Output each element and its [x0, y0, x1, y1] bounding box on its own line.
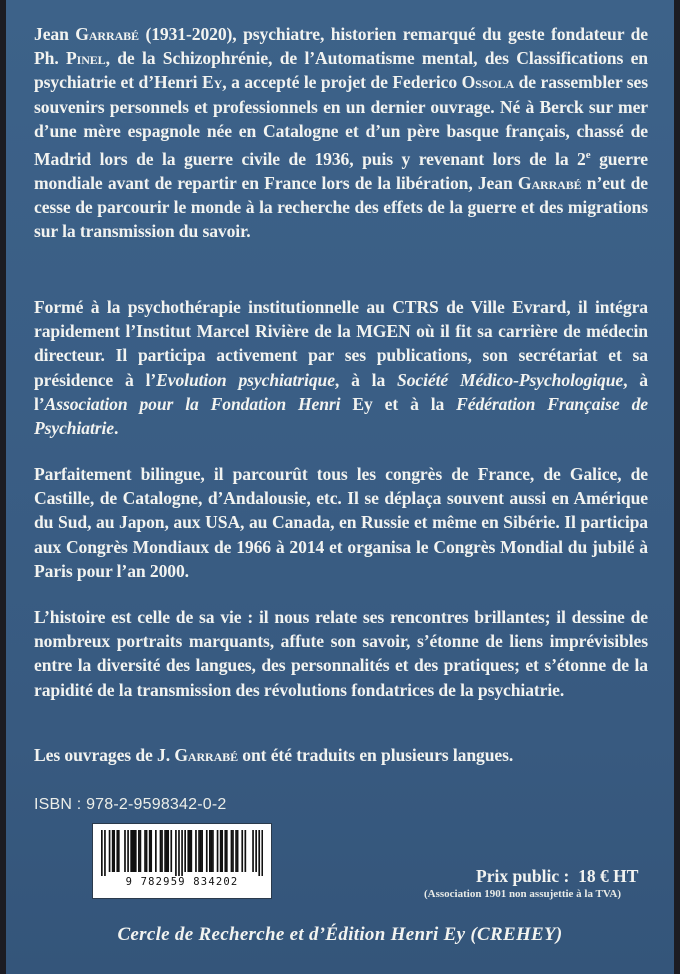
barcode-bar [221, 830, 223, 872]
barcode-bar [211, 830, 213, 872]
barcode-bar [138, 830, 140, 872]
barcode-bar [181, 830, 183, 876]
barcode-bar [190, 830, 192, 872]
barcode-digits: 9 782959 834202 [125, 876, 239, 888]
barcode-bar [101, 830, 103, 876]
isbn-label: ISBN : 978-2-9598342-0-2 [34, 796, 227, 813]
biography-paragraph: Jean Garrabé (1931-2020), psychiatre, historien remarqué du geste fondateur de Ph. Pinel, de la Schizophrénie, de l’Automatisme mental, des Classifications en psychiatrie et d’Henri Ey, a accepté le projet de Federico Ossola de rassembler ses souvenirs personnels et professionnels en un dernier ouvrage. Né à Berck sur mer d’une mère espagnole née en Catalogne et d’un père basque français, chassé de Madrid lors de la guerre civile de 1936, puis y revenant lors de la 2e guerre mondiale avant de repartir en France lors de la libération, Jean Garrabé n’eut de cesse de parcourir le monde à la recherche des effets de la guerre et des migrations sur la transmission du savoir. [34, 24, 649, 242]
barcode-bar [127, 830, 129, 872]
barcode-bars [101, 830, 263, 876]
price [476, 866, 638, 887]
barcode-bar [261, 830, 263, 876]
barcode-bar [112, 830, 114, 872]
barcode-bar [217, 830, 219, 872]
travels-paragraph: Parfaitement bilingue, il parcourût tous les congrès de France, de Galice, de Castille, de Catalogne, d’Andalousie, etc. Il se déplaça souvent aussi en Amérique du Sud, au Japon, aux USA, au Canada, en Russie et même en Sibérie. Il participa aux Congrès Mondiaux de 1966 à 2014 et organisa le Congrès Mondial du jubilé à Paris pour l’an 2000. [34, 464, 648, 581]
barcode-bar [118, 830, 120, 872]
barcode-bar [133, 830, 135, 872]
barcode-bar [164, 830, 166, 872]
barcode [92, 823, 272, 899]
barcode-bar [149, 830, 151, 872]
barcode-bar [155, 830, 157, 872]
barcode-bar [116, 830, 118, 872]
barcode-bar [252, 830, 254, 872]
barcode-bar [109, 830, 111, 872]
barcode-bar [195, 830, 197, 872]
barcode-bar [178, 830, 180, 876]
barcode-bar [255, 830, 257, 872]
barcode-bar [209, 830, 211, 872]
barcode-bar [150, 830, 152, 872]
barcode-bar [198, 830, 200, 872]
author-name: Garrabé [75, 24, 139, 44]
barcode-bar [160, 830, 162, 872]
barcode-bar [235, 830, 237, 872]
barcode-bar [135, 830, 137, 872]
book-back-cover [6, 0, 674, 974]
summary-paragraph: L’histoire est celle de sa vie : il nous relate ses rencontres brillantes; il dessine de nombreux portraits marquants, affute son savoir, s’étonne de liens imprévisibles entre la diversité des langues, des personnalités et des pratiques; et s’étonne de la rapidité de la transmission des révolutions fondatrices de la psychiatrie. [34, 607, 648, 700]
barcode-bar [175, 830, 177, 876]
barcode-bar [206, 830, 208, 872]
barcode-bar [200, 830, 202, 872]
barcode-bar [201, 830, 203, 872]
barcode-bar [132, 830, 134, 872]
barcode-bar [231, 830, 233, 872]
barcode-bar [258, 830, 260, 876]
barcode-bar [166, 830, 168, 872]
barcode-bar [189, 830, 191, 872]
barcode-bar [226, 830, 228, 872]
career-paragraph: Formé à la psychothérapie institutionnelle au CTRS de Ville Evrard, il intégra rapidement l’Institut Marcel Rivière de la MGEN où il fit sa carrière de médecin directeur. Il participa activement par ses publications, son secrétariat et sa présidence à l’Evolution psychiatrique, à la Société Médico-Psychologique, à l’Association pour la Fondation Henri Ey et à la Fédération Française de Psychiatrie. [34, 297, 649, 439]
barcode-bar [161, 830, 163, 872]
barcode-bar [184, 830, 186, 872]
translations-paragraph: Les ouvrages de J. Garrabé ont été traduits en plusieurs langues. [34, 745, 514, 765]
price-value: 18 € HT [578, 866, 639, 886]
price-label: Prix public : [476, 866, 570, 886]
publisher-name: Cercle de Recherche et d’Édition Henri Ey (CREHEY) [117, 924, 563, 945]
barcode-bar [244, 830, 246, 872]
barcode-bar [144, 830, 146, 872]
barcode-bar [232, 830, 234, 872]
barcode-bar [104, 830, 106, 876]
barcode-bar [113, 830, 115, 872]
tax-note: (Association 1901 non assujettie à la TVA) [424, 888, 621, 900]
barcode-bar [224, 830, 226, 872]
barcode-bar [167, 830, 169, 872]
barcode-bar [187, 830, 189, 872]
barcode-bar [237, 830, 239, 872]
barcode-bar [130, 830, 132, 872]
barcode-bar [146, 830, 148, 872]
barcode-bar [241, 830, 243, 872]
barcode-bar [170, 830, 172, 872]
barcode-bar [140, 830, 142, 872]
barcode-bar [124, 830, 126, 872]
barcode-bar [212, 830, 214, 872]
barcode-bar [220, 830, 222, 872]
